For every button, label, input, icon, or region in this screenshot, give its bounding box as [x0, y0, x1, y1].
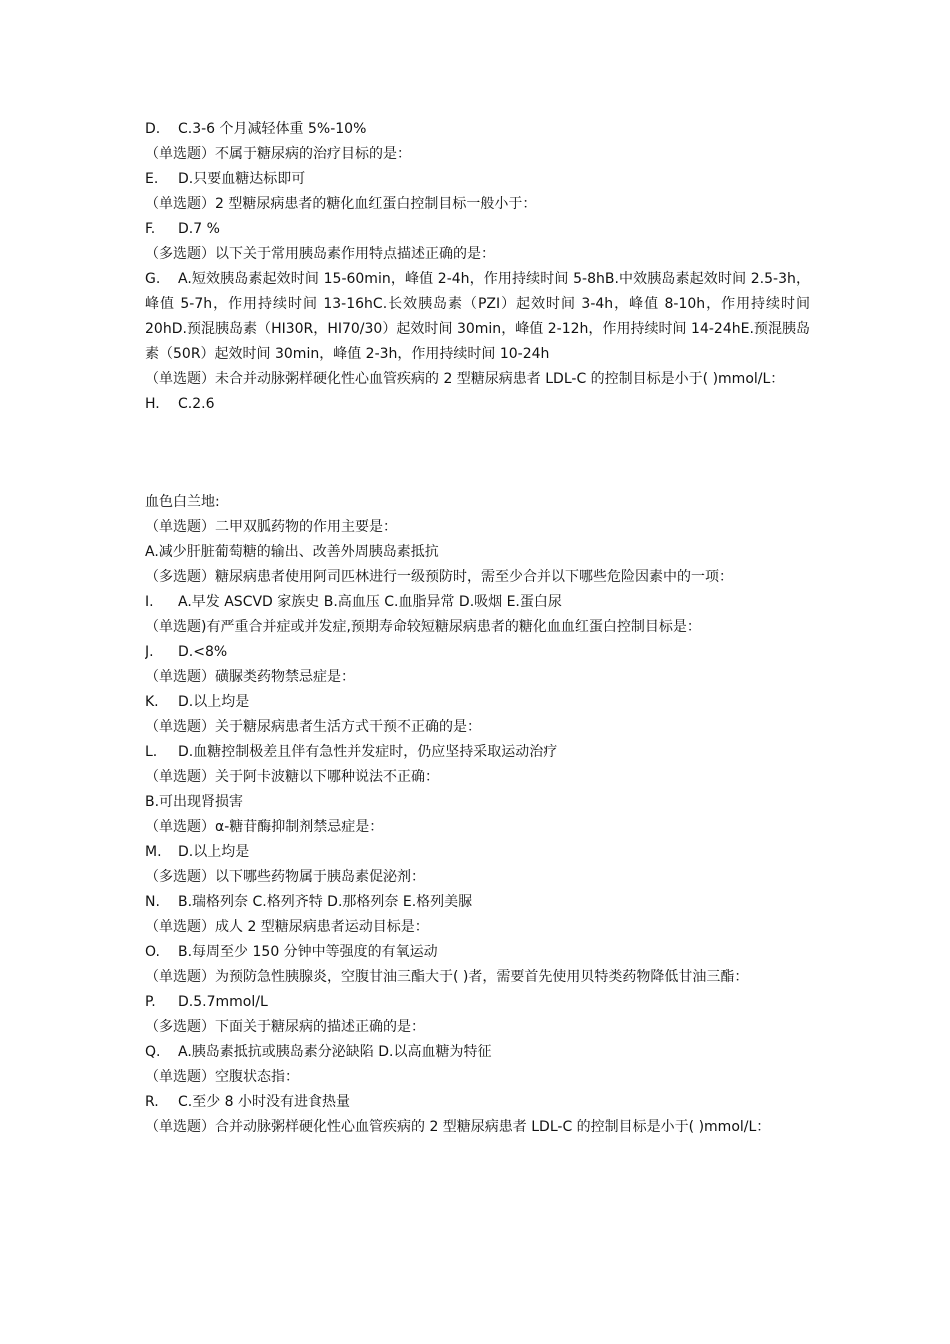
- answer-label: N.: [145, 894, 160, 910]
- question-line: （单选题）成人 2 型糖尿病患者运动目标是：: [145, 919, 429, 935]
- answer-text: A.短效胰岛素起效时间 15-60min，峰值 2-4h，作用持续时间 5-8hB.中效胰岛素起效时间 2.5-3h，峰值 5-7h，作用持续时间 13-16hC.长效胰岛素（PZI）起效时间 3-4h，峰值 8-10h，作用持续时间 20hD.预混胰岛素（HI30R，HI70/30）起效时间 30min，峰值 2-12h，作用持续时间 14-24hE.预混胰岛素（50R）起效时间 30min，峰值 2-3h，作用持续时间 10-24h: [145, 271, 810, 362]
- answer-line: [145, 167, 810, 192]
- answer-label: J.: [145, 644, 154, 660]
- answer-line: [145, 690, 810, 715]
- answer-text: A.胰岛素抵抗或胰岛素分泌缺陷 D.以高血糖为特征: [178, 1044, 492, 1060]
- answer-text: D.以上均是: [178, 694, 250, 710]
- question-paragraph: （多选题）糖尿病患者使用阿司匹林进行一级预防时，需至少合并以下哪些危险因素中的一项：: [145, 569, 733, 585]
- question-line: （单选题）二甲双胍药物的作用主要是：: [145, 519, 397, 535]
- answer-label: D.: [145, 121, 161, 137]
- answer-text: C.2.6: [178, 396, 215, 412]
- answer-line: A.减少肝脏葡萄糖的输出、改善外周胰岛素抵抗: [145, 544, 439, 560]
- answer-line: B.可出现肾损害: [145, 794, 244, 810]
- answer-line: [145, 217, 810, 242]
- answer-text: D.血糖控制极差且伴有急性并发症时，仍应坚持采取运动治疗: [178, 744, 558, 760]
- question-paragraph: （单选题）为预防急性胰腺炎，空腹甘油三酯大于( )者，需要首先使用贝特类药物降低甘油三酯：: [145, 969, 749, 985]
- answer-line: [145, 840, 810, 865]
- answer-text: B.瑞格列奈 C.格列齐特 D.那格列奈 E.格列美脲: [178, 894, 473, 910]
- answer-label: Q.: [145, 1044, 161, 1060]
- answer-line: [145, 990, 810, 1015]
- answer-text: D.<8%: [178, 644, 228, 660]
- question-line: （单选题）空腹状态指：: [145, 1069, 299, 1085]
- question-line: （单选题）α-糖苷酶抑制剂禁忌症是：: [145, 819, 384, 835]
- question-paragraph: （单选题）未合并动脉粥样硬化性心血管疾病的 2 型糖尿病患者 LDL-C 的控制目标是小于( )mmol/L：: [145, 371, 785, 387]
- answer-label: L.: [145, 744, 158, 760]
- answer-line: [145, 890, 810, 915]
- answer-text: D.只要血糖达标即可: [178, 171, 306, 187]
- document-page: [145, 117, 810, 1140]
- answer-paragraph: [145, 267, 810, 367]
- answer-line: [145, 640, 810, 665]
- answer-label: G.: [145, 271, 161, 287]
- question-line: （单选题）不属于糖尿病的治疗目标的是：: [145, 146, 411, 162]
- answer-line: [145, 940, 810, 965]
- question-line: （单选题）2 型糖尿病患者的糖化血红蛋白控制目标一般小于：: [145, 196, 537, 212]
- answer-line: [145, 590, 810, 615]
- answer-text: C.3-6 个月减轻体重 5%-10%: [178, 121, 367, 137]
- question-line: （多选题）以下哪些药物属于胰岛素促泌剂：: [145, 869, 425, 885]
- answer-label: H.: [145, 396, 160, 412]
- answer-text: C.至少 8 小时没有进食热量: [178, 1094, 351, 1110]
- answer-line: [145, 117, 810, 142]
- answer-label: F.: [145, 221, 156, 237]
- answer-label: E.: [145, 171, 159, 187]
- answer-label: K.: [145, 694, 159, 710]
- question-line: （单选题）磺脲类药物禁忌症是：: [145, 669, 355, 685]
- answer-label: R.: [145, 1094, 159, 1110]
- section-heading: 血色白兰地:: [145, 494, 220, 510]
- answer-line: [145, 1090, 810, 1115]
- answer-text: D.以上均是: [178, 844, 250, 860]
- answer-label: P.: [145, 994, 156, 1010]
- answer-text: B.每周至少 150 分钟中等强度的有氧运动: [178, 944, 438, 960]
- answer-text: D.7 %: [178, 221, 220, 237]
- answer-line: [145, 1040, 810, 1065]
- answer-label: O.: [145, 944, 160, 960]
- section-gap: [145, 417, 810, 490]
- question-line: （单选题）关于糖尿病患者生活方式干预不正确的是：: [145, 719, 481, 735]
- answer-text: A.早发 ASCVD 家族史 B.高血压 C.血脂异常 D.吸烟 E.蛋白尿: [178, 594, 562, 610]
- question-line: （单选题）关于阿卡波糖以下哪种说法不正确：: [145, 769, 439, 785]
- answer-label: I.: [145, 594, 154, 610]
- answer-line: [145, 740, 810, 765]
- answer-line: [145, 392, 810, 417]
- question-paragraph: （单选题）合并动脉粥样硬化性心血管疾病的 2 型糖尿病患者 LDL-C 的控制目标是小于( )mmol/L：: [145, 1119, 771, 1135]
- question-line: （多选题）下面关于糖尿病的描述正确的是：: [145, 1019, 425, 1035]
- answer-label: M.: [145, 844, 162, 860]
- answer-text: D.5.7mmol/L: [178, 994, 268, 1010]
- question-line: （单选题)有严重合并症或并发症,预期寿命较短糖尿病患者的糖化血血红蛋白控制目标是：: [145, 619, 701, 635]
- question-line: （多选题）以下关于常用胰岛素作用特点描述正确的是：: [145, 246, 495, 262]
